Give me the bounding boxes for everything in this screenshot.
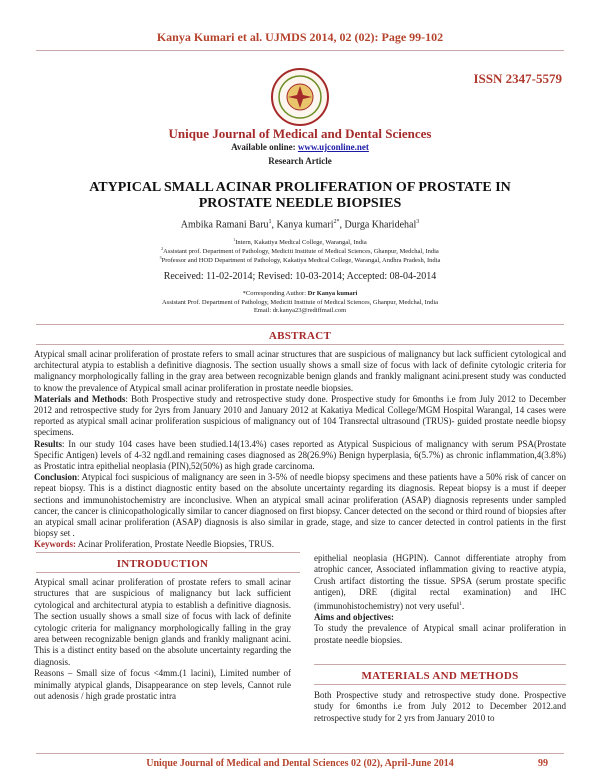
introduction-top-rule [36,552,300,553]
methods-bottom-rule [314,684,566,685]
author-3-marker: 3 [416,219,420,225]
conclusion-label: Conclusion [34,472,78,483]
author-3: Durga Kharidehal [344,219,417,231]
title-line-2: PROSTATE NEEDLE BIOPSIES [198,196,402,211]
methods-text: : Both Prospective study and retrospective study done. Prospective study for 6months i.e from July 2012 to December 2012 and retrospective study for 2yrs from January 2010 and January 2012 at Kakatiya Medical College/MGM Hospital Warangal, 14 cases were reported as atypical small acinar proliferation suspicious of malignancy out of 104 Transrectal ultrasound (TRUS)- guided prostate needle biopsy specimens. [34,393,566,438]
journal-seal-logo [270,67,330,127]
abstract-keywords [34,539,566,550]
continuation-end: . [461,600,465,611]
article-title [60,180,540,212]
title-line-1: ATYPICAL SMALL ACINAR PROLIFERATION OF PROSTATE IN [89,180,511,195]
introduction-bottom-rule [36,572,300,573]
issn: ISSN 2347-5579 [473,71,562,86]
introduction-heading: INTRODUCTION [116,558,209,570]
article-dates: Received: 11-02-2014; Revised: 10-03-2014; Accepted: 08-04-2014 [163,271,437,282]
header-rule [36,50,564,51]
abstract-results [34,439,566,473]
corresponding-label: *Corresponding Author: [242,290,308,297]
author-separator: , [339,219,345,231]
aims-colon: : [391,612,394,623]
abstract-top-rule [36,324,564,325]
affiliation-text: Professor and HOD Department of Pathology, Kakatiya Medical College, Warangal, Andhra Pradesh, India [161,257,441,265]
footer-rule [36,753,564,754]
footer-journal-text: Unique Journal of Medical and Dental Sciences 02 (02), April-June 2014 [146,758,454,769]
citation-marker: 1 [459,600,462,607]
article-type: Research Article [268,156,332,166]
author-1-marker: 1 [268,219,272,225]
corresponding-address: Assistant Prof. Department of Pathology, Mediciti Institute of Medical Sciences, Ghanpur, Medchal, India [161,298,439,306]
journal-name: Unique Journal of Medical and Dental Sciences [168,126,432,141]
keywords-label: Keywords: [34,539,76,550]
affiliation-3 [0,254,600,266]
affiliation-text: Assistant prof. Department of Pathology, Mediciti Institute of Medical Sciences, Ghanpur, Medchal, India [163,248,439,256]
journal-website-link[interactable]: www.ujconline.net [297,142,369,152]
abstract-heading-rule [36,344,564,345]
corresponding-author [0,290,600,316]
corresponding-name: Dr Kanya kumari [307,290,358,297]
left-column [34,577,291,702]
right-column [314,553,566,646]
aims-label: Aims and objectives [314,612,391,623]
affiliation-marker: 1 [233,238,236,242]
abstract-intro: Atypical small acinar proliferation of prostate refers to small acinar structures that are suspicious of malignancy but lack sufficient cytological and architectural atypia to establish a definitive diagnosis. The section usually shows a small size of focus with lack of definite cytologic criteria for malignancy morphologically falling in the gray area between recognizable benign glands and frankly malignant acini.present study was conducted to know the prevalence of Atypical small acinar proliferation in prostate needle biopsies. [34,349,566,393]
results-label: Results [34,438,63,449]
author-separator: , [271,219,277,231]
affiliation-marker: 2 [161,247,164,251]
abstract-methods [34,394,566,439]
affiliation-marker: 3 [159,256,162,260]
abstract-heading: ABSTRACT [268,330,332,342]
results-text: : In our study 104 cases have been studied.14(13.4%) cases reported as Atypical Suspicious of malignancy with serum PSA(Prostate Specific Antigen) levels of 4-32 ngdl.and remaining cases diagnosed as 28(26.9%) Benign hyperplasia, 6(5.7%) as chronic inflammation,4(3.8%) as Prostatic intra epithelial neoplasia (PIN),52(50%) as high grade carcinoma. [34,438,566,472]
author-2-marker: 2* [333,219,340,225]
abstract-body [34,349,566,551]
page-number: 99 [538,758,548,769]
aims-text: To study the prevalence of Atypical small acinar proliferation in prostate needle biopsies. [314,623,566,645]
methods-paragraph: Both Prospective study and retrospective study done. Prospective study for 6months i.e from July 2012 to December 2012.and retrospective study for 2 yrs from January 2010 to [314,690,566,723]
methods-heading: MATERIALS AND METHODS [361,670,519,682]
author-list [0,219,600,230]
author-1: Ambika Ramani Baru [180,219,269,231]
available-label: Available online: [231,142,298,152]
affiliation-text: Intern, Kakatiya Medical College, Warangal, India [235,239,367,247]
aims-label-line [314,612,566,623]
running-head: Kanya Kumari et al. UJMDS 2014, 02 (02): Page 99-102 [156,30,444,44]
available-online [0,142,600,152]
abstract-conclusion [34,472,566,539]
introduction-continuation [314,553,566,612]
author-2: Kanya kumari [276,219,334,231]
keywords-text: Acinar Proliferation, Prostate Needle Biopsies, TRUS. [76,539,275,550]
continuation-text: epithelial neoplasia (HGPIN). Cannot differentiate atrophy from atrophic cancer, Associated inflammation giving to reactive atypia, Crush artifact distorting the tissue. SPSA (serum prostate specific antigen), DRE (digital rectal examination) and IHC (immunohistochemistry) not very useful [314,553,566,611]
introduction-paragraph-1: Atypical small acinar proliferation of prostate refers to small acinar structures that are suspicious of malignancy but lack sufficient cytological and architectural atypia to establish a definitive diagnosis. The section usually shows a small size of focus with lack of definite cytologic criteria for malignancy morphologically falling in the gray area between recognizable benign glands and frankly malignant acini. This is a distinct entity based on the absolute uncertainty regarding the diagnosis. [34,577,291,667]
introduction-paragraph-2: Reasons – Small size of focus <4mm.(1 lacini), Limited number of minimally atypical glands, Disappearance on step levels, Cannot rule out adenosis / high grade prostatic intra [34,668,291,702]
corresponding-email: Email: dr.kanya23@rediffmail.com [253,307,347,314]
conclusion-text: : Atypical foci suspicious of malignancy are seen in 3-5% of needle biopsy specimens and these patients have a 50% risk of cancer on repeat biopsy. This is a distinct diagnostic entity based on the absolute uncertainty regarding its diagnosis. Repeat biopsy is a must if deeper sections and immunohistochemistry are inconclusive. When an atypical small acinar proliferation (ASAP) diagnosis represents under sampled cancer, the cancer is clinicopathologically similar to cancer diagnosed on first biopsy. Cancer detected on the second or third round of biopsies after an atypical small acinar proliferation (ASAP) diagnosis is also similar in grade, stage, and size to cancer detected in control patients in the first biopsy set . [34,472,566,539]
methods-label: Materials and Methods [34,393,126,404]
methods-top-rule [314,664,566,665]
